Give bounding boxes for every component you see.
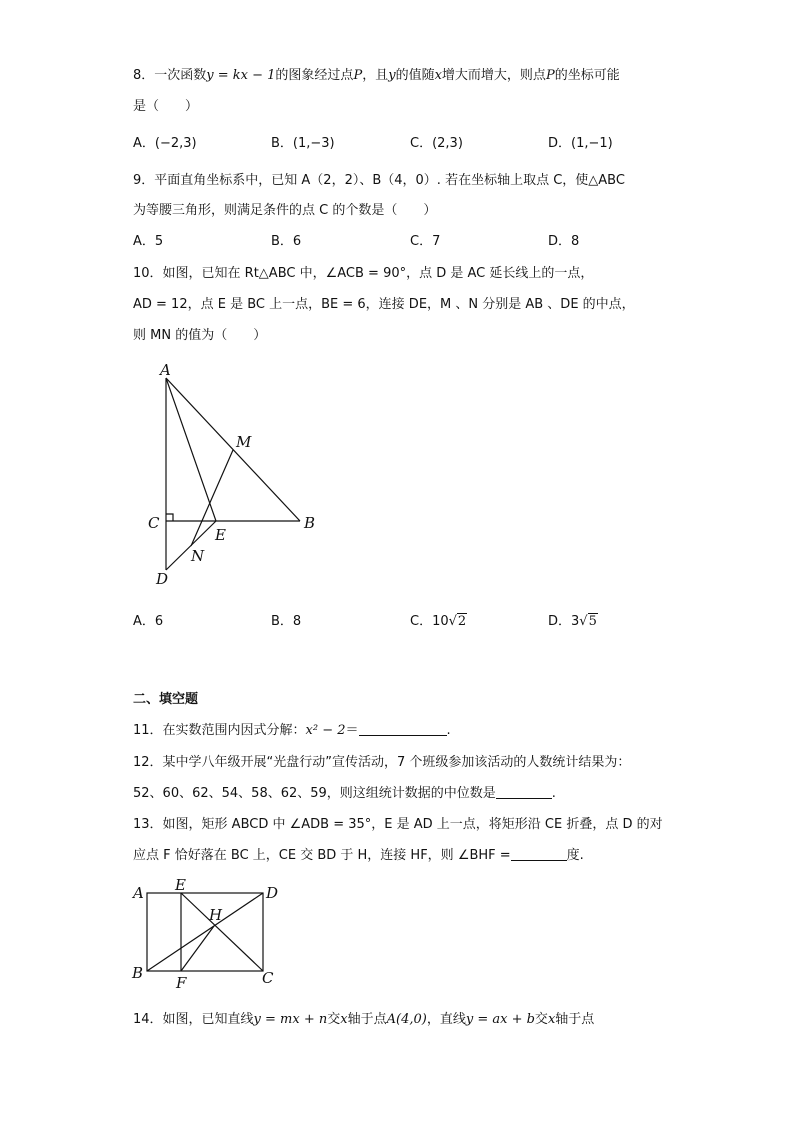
q10-option-d-radicand: 5 <box>588 614 597 629</box>
q14-var-x2: x <box>547 1012 556 1027</box>
q10-label-m: M <box>236 433 252 451</box>
q13-segment-ec <box>181 893 263 971</box>
q14-var-x1: x <box>340 1012 348 1027</box>
q12-period: . <box>551 786 556 801</box>
q13-text-b: 度. <box>566 848 584 863</box>
q11-text-a: 11．在实数范围内因式分解： <box>133 723 306 738</box>
q10-line1: 10．如图，已知在 Rt△ABC 中，∠ACB = 90°，点 D 是 AC 延长线上的一点， <box>133 266 594 281</box>
q8-text-a: 8．一次函数 <box>133 68 207 83</box>
q10-label-n: N <box>191 547 205 565</box>
q14-text-a: 14．如图，已知直线 <box>133 1012 254 1027</box>
q14-line1 <box>133 1010 594 1030</box>
q10-label-a: A <box>160 361 171 379</box>
q10-label-b: B <box>304 514 316 532</box>
q13-label-b: B <box>132 964 144 982</box>
q8-text-c: ，且 <box>362 68 389 83</box>
q9-option-c: C．7 <box>410 234 441 249</box>
q8-var-x: x <box>434 68 442 83</box>
q9-option-d: D．8 <box>548 234 580 249</box>
q8-point-p: P <box>353 68 363 83</box>
q9-option-b: B．6 <box>271 234 302 249</box>
q11-period: . <box>446 723 451 738</box>
q13-segment-bd <box>147 893 263 971</box>
q12-line1: 12．某中学八年级开展“光盘行动”宣传活动，7 个班级参加该活动的人数统计结果为： <box>133 755 631 770</box>
q13-segment-hf <box>181 926 214 971</box>
q14-line-function-2: y = ax + b <box>465 1012 535 1027</box>
q9-option-a: A．5 <box>133 234 164 249</box>
q11-expression: x² − 2 <box>305 723 346 738</box>
q8-text-f: 的坐标可能 <box>554 68 620 83</box>
q13-label-e: E <box>175 876 186 894</box>
q10-option-d-coef: D．3 <box>548 614 580 629</box>
q14-point-a: A(4,0) <box>386 1012 427 1027</box>
q13-label-a: A <box>133 884 144 902</box>
q8-var-y: y <box>388 68 396 83</box>
q8-text-d: 的值随 <box>395 68 435 83</box>
q10-option-c-coef: C．10 <box>410 614 449 629</box>
q13-label-f: F <box>176 974 187 992</box>
q10-option-b: B．8 <box>271 614 302 629</box>
q10-label-c: C <box>148 514 160 532</box>
q13-text-a: 应点 F 恰好落在 BC 上，CE 交 BD 于 H，连接 HF，则 ∠BHF = <box>133 848 511 863</box>
q13-line1: 13．如图，矩形 ABCD 中 ∠ADB = 35°，E 是 AD 上一点，将矩形沿 CE 折叠，点 D 的对 <box>133 817 663 832</box>
q10-line3: 则 MN 的值为（ ） <box>133 328 267 343</box>
q10-option-c-sqrt: √2 <box>448 614 467 629</box>
q14-line-function-1: y = mx + n <box>253 1012 328 1027</box>
q10-line2: AD = 12，点 E 是 BC 上一点，BE = 6，连接 DE，M 、N 分别是 AB 、DE 的中点， <box>133 297 635 312</box>
q8-option-c: C．(2,3) <box>410 136 463 151</box>
q8-point-p2: P <box>545 68 555 83</box>
q10-option-d-sqrt: √5 <box>579 614 597 629</box>
section-fill-in-title: 二、填空题 <box>133 692 199 707</box>
q14-text-d: ，直线 <box>426 1012 466 1027</box>
q10-option-a: A．6 <box>133 614 164 629</box>
q8-option-a: A．(−2,3) <box>133 136 197 151</box>
q8-function: y = kx − 1 <box>206 68 276 83</box>
q8-option-b: B．(1,−3) <box>271 136 335 151</box>
q14-text-g: 轴于点 <box>555 1012 595 1027</box>
q9-line1: 9．平面直角坐标系中，已知 A（2，2）、B（4，0）. 若在坐标轴上取点 C，使△ABC <box>133 173 625 188</box>
q10-option-c-radicand: 2 <box>457 614 467 629</box>
q13-label-h: H <box>209 906 223 924</box>
q12-text-a: 52、60、62、54、58、62、59，则这组统计数据的中位数是 <box>133 786 496 801</box>
q10-label-d: D <box>156 570 169 588</box>
q8-text-b: 的图象经过点 <box>275 68 354 83</box>
q13-label-d: D <box>266 884 279 902</box>
q13-label-c: C <box>262 969 274 987</box>
q9-line2: 为等腰三角形，则满足条件的点 C 的个数是（ ） <box>133 203 437 218</box>
q14-text-b: 交 <box>327 1012 341 1027</box>
q8-option-d: D．(1,−1) <box>548 136 613 151</box>
q8-text-e: 增大而增大，则点 <box>441 68 546 83</box>
q14-text-c: 轴于点 <box>347 1012 387 1027</box>
q11-equals: ＝ <box>345 723 359 738</box>
q14-text-e: 交 <box>534 1012 548 1027</box>
q8-line2: 是（ ） <box>133 99 199 114</box>
q10-label-e: E <box>215 526 226 544</box>
